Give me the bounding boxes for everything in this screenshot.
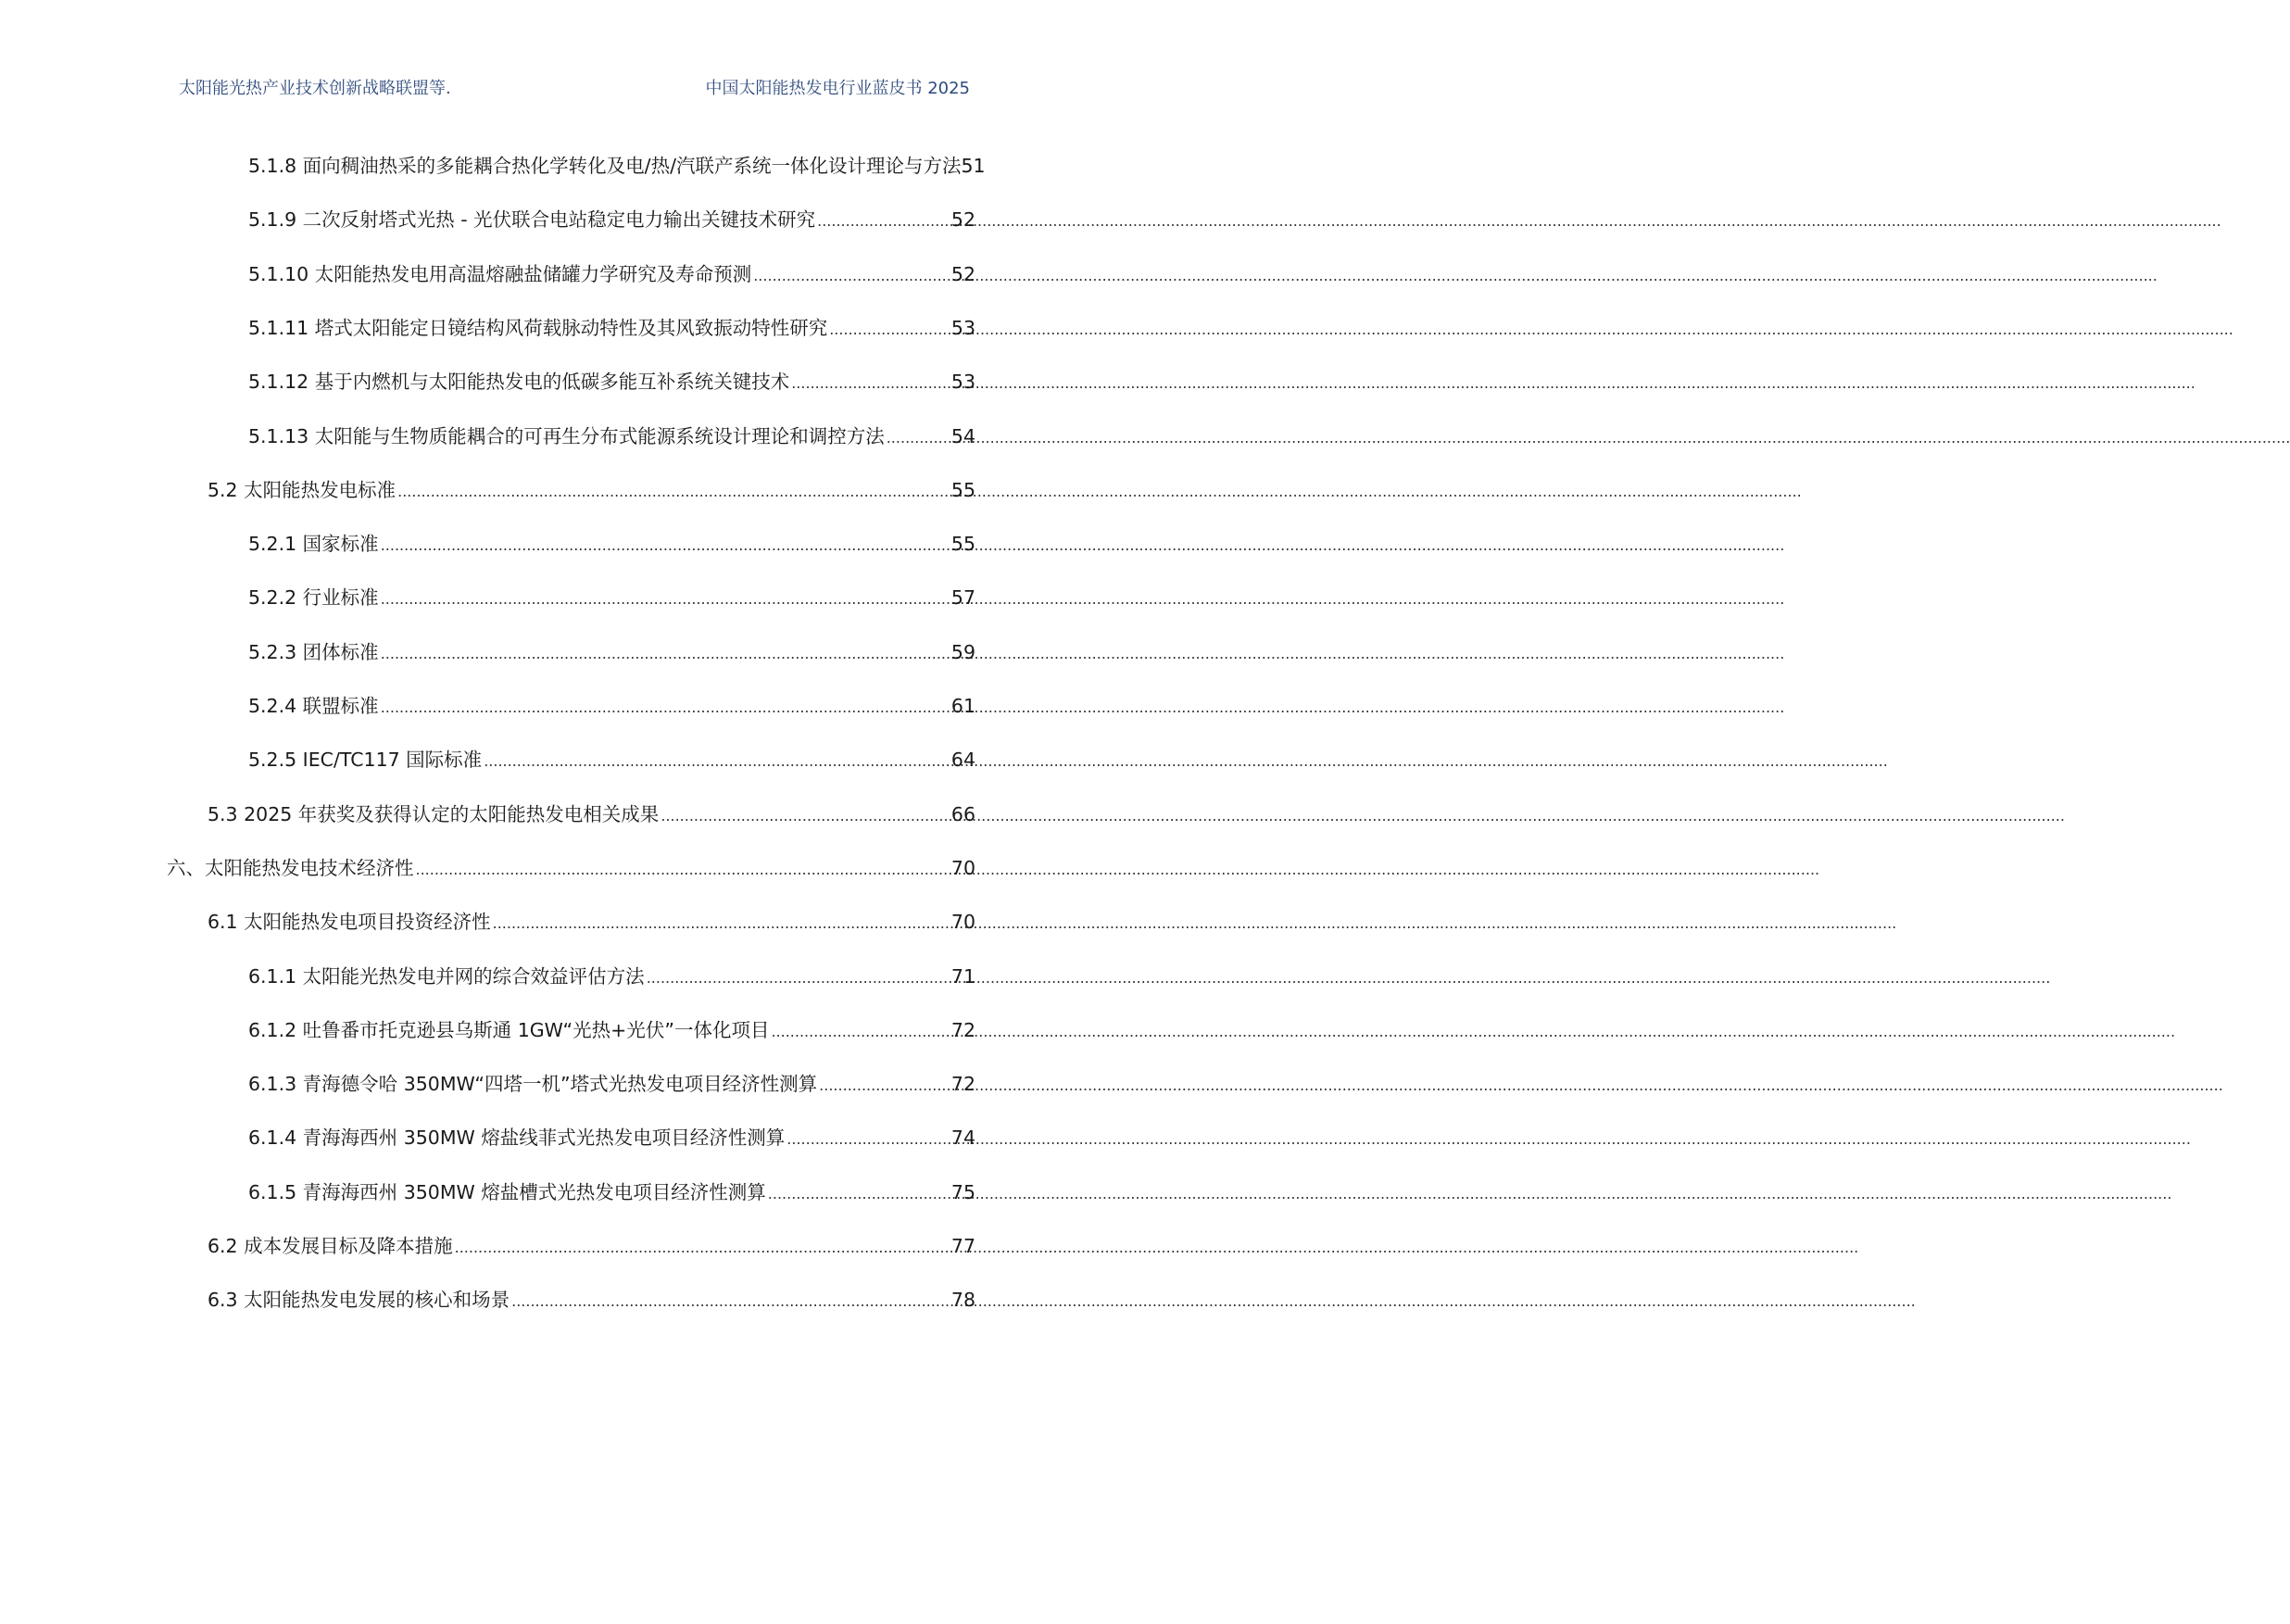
toc-page-number: 75	[950, 1181, 975, 1203]
toc-entry[interactable]	[167, 854, 975, 882]
toc-page-number: 52	[950, 263, 975, 285]
toc-entry[interactable]	[248, 638, 975, 666]
toc-page-number: 72	[950, 1019, 975, 1041]
toc-entry-title: 6.2 成本发展目标及降本措施	[208, 1235, 453, 1257]
toc-dot-leader	[661, 800, 950, 830]
toc-dot-leader	[887, 422, 950, 452]
toc-dot-leader	[791, 368, 950, 397]
toc-page-number: 61	[950, 695, 975, 717]
toc-entry-title: 5.1.12 基于内燃机与太阳能热发电的低碳多能互补系统关键技术	[248, 371, 790, 393]
toc-entry[interactable]	[248, 692, 975, 720]
toc-dot-leader	[381, 638, 950, 668]
toc-page-number: 55	[950, 533, 975, 555]
toc-entry-title: 5.1.10 太阳能热发电用高温熔融盐储罐力学研究及寿命预测	[248, 263, 752, 285]
toc-dot-leader	[381, 584, 950, 613]
toc-entry-title: 5.2.1 国家标准	[248, 533, 379, 555]
toc-entry[interactable]	[208, 1286, 975, 1314]
toc-page-number: 66	[950, 803, 975, 825]
toc-dot-leader	[397, 476, 950, 506]
toc-dot-leader	[416, 854, 950, 884]
header-organization: 太阳能光热产业技术创新战略联盟等.	[179, 79, 451, 98]
toc-entry[interactable]	[248, 584, 975, 611]
toc-entry[interactable]	[248, 314, 975, 342]
toc-dot-leader	[768, 1178, 950, 1208]
toc-entry[interactable]	[248, 963, 975, 990]
toc-entry-title: 5.1.11 塔式太阳能定日镜结构风荷载脉动特性及其风致振动特性研究	[248, 317, 828, 339]
toc-page-number: 72	[950, 1073, 975, 1095]
toc-dot-leader	[829, 314, 950, 344]
toc-entry-title: 6.1 太阳能热发电项目投资经济性	[208, 911, 491, 933]
toc-dot-leader	[511, 1286, 950, 1316]
toc-entry-title: 5.2.3 团体标准	[248, 641, 379, 663]
toc-page-number: 64	[950, 749, 975, 771]
toc-page-number: 52	[950, 208, 975, 231]
toc-entry[interactable]	[248, 530, 975, 558]
toc-page-number: 53	[950, 317, 975, 339]
toc-entry-title: 5.2.4 联盟标准	[248, 695, 379, 717]
toc-entry[interactable]	[248, 1016, 975, 1044]
toc-entry[interactable]	[208, 476, 975, 504]
toc-entry-title: 6.1.4 青海海西州 350MW 熔盐线菲式光热发电项目经济性测算	[248, 1127, 786, 1149]
toc-page-number: 53	[950, 371, 975, 393]
toc-page-number: 51	[961, 155, 986, 177]
toc-entry-title: 6.1.3 青海德令哈 350MW“四塔一机”塔式光热发电项目经济性测算	[248, 1073, 818, 1095]
toc-page-number: 59	[950, 641, 975, 663]
toc-entry[interactable]	[248, 206, 975, 233]
toc-dot-leader	[493, 908, 950, 938]
toc-entry-title: 5.1.13 太阳能与生物质能耦合的可再生分布式能源系统设计理论和调控方法	[248, 425, 885, 447]
toc-entry-title: 6.1.1 太阳能光热发电并网的综合效益评估方法	[248, 965, 645, 988]
toc-page-number: 54	[950, 425, 975, 447]
toc-page-number: 74	[950, 1127, 975, 1149]
toc-entry[interactable]	[248, 1070, 975, 1098]
toc-entry[interactable]	[248, 1178, 975, 1206]
toc-entry-title: 5.1.9 二次反射塔式光热 - 光伏联合电站稳定电力输出关键技术研究	[248, 208, 816, 231]
toc-entry[interactable]	[248, 260, 975, 288]
toc-entry-title: 6.1.5 青海海西州 350MW 熔盐槽式光热发电项目经济性测算	[248, 1181, 766, 1203]
toc-page-number: 71	[950, 965, 975, 988]
toc-page-number: 77	[950, 1235, 975, 1257]
toc-entry[interactable]	[208, 908, 975, 936]
toc-entry-title: 6.1.2 吐鲁番市托克逊县乌斯通 1GW“光热+光伏”一体化项目	[248, 1019, 770, 1041]
toc-entry[interactable]	[208, 1232, 975, 1260]
toc-dot-leader	[817, 206, 950, 235]
toc-page-number: 57	[950, 586, 975, 609]
toc-page-number: 70	[950, 911, 975, 933]
toc-dot-leader	[647, 963, 950, 992]
toc-page-number: 55	[950, 479, 975, 501]
toc-dot-leader	[753, 260, 950, 290]
toc-entry[interactable]	[248, 1124, 975, 1152]
toc-entry-title: 5.2.5 IEC/TC117 国际标准	[248, 749, 483, 771]
toc-entry[interactable]	[248, 422, 975, 450]
toc-entry-title: 六、太阳能热发电技术经济性	[167, 857, 414, 879]
toc-dot-leader	[484, 746, 950, 775]
toc-entry-title: 5.2 太阳能热发电标准	[208, 479, 396, 501]
toc-page-number: 78	[950, 1289, 975, 1311]
toc-dot-leader	[819, 1070, 950, 1100]
toc-entry[interactable]	[248, 368, 975, 396]
toc-entry-title: 5.3 2025 年获奖及获得认定的太阳能热发电相关成果	[208, 803, 660, 825]
header-document-title: 中国太阳能热发电行业蓝皮书 2025	[705, 79, 970, 98]
toc-entry[interactable]	[248, 152, 986, 180]
toc-dot-leader	[381, 692, 950, 722]
toc-dot-leader	[381, 530, 950, 560]
toc-entry-title: 6.3 太阳能热发电发展的核心和场景	[208, 1289, 510, 1311]
toc-page-number: 70	[950, 857, 975, 879]
toc-dot-leader	[786, 1124, 950, 1153]
toc-entry-title: 5.1.8 面向稠油热采的多能耦合热化学转化及电/热/汽联产系统一体化设计理论与方法	[248, 155, 962, 177]
toc-entry[interactable]	[208, 800, 975, 828]
toc-entry[interactable]	[248, 746, 975, 774]
page-header	[0, 0, 1149, 111]
toc-entry-title: 5.2.2 行业标准	[248, 586, 379, 609]
toc-dot-leader	[455, 1232, 950, 1262]
toc-dot-leader	[771, 1016, 949, 1046]
